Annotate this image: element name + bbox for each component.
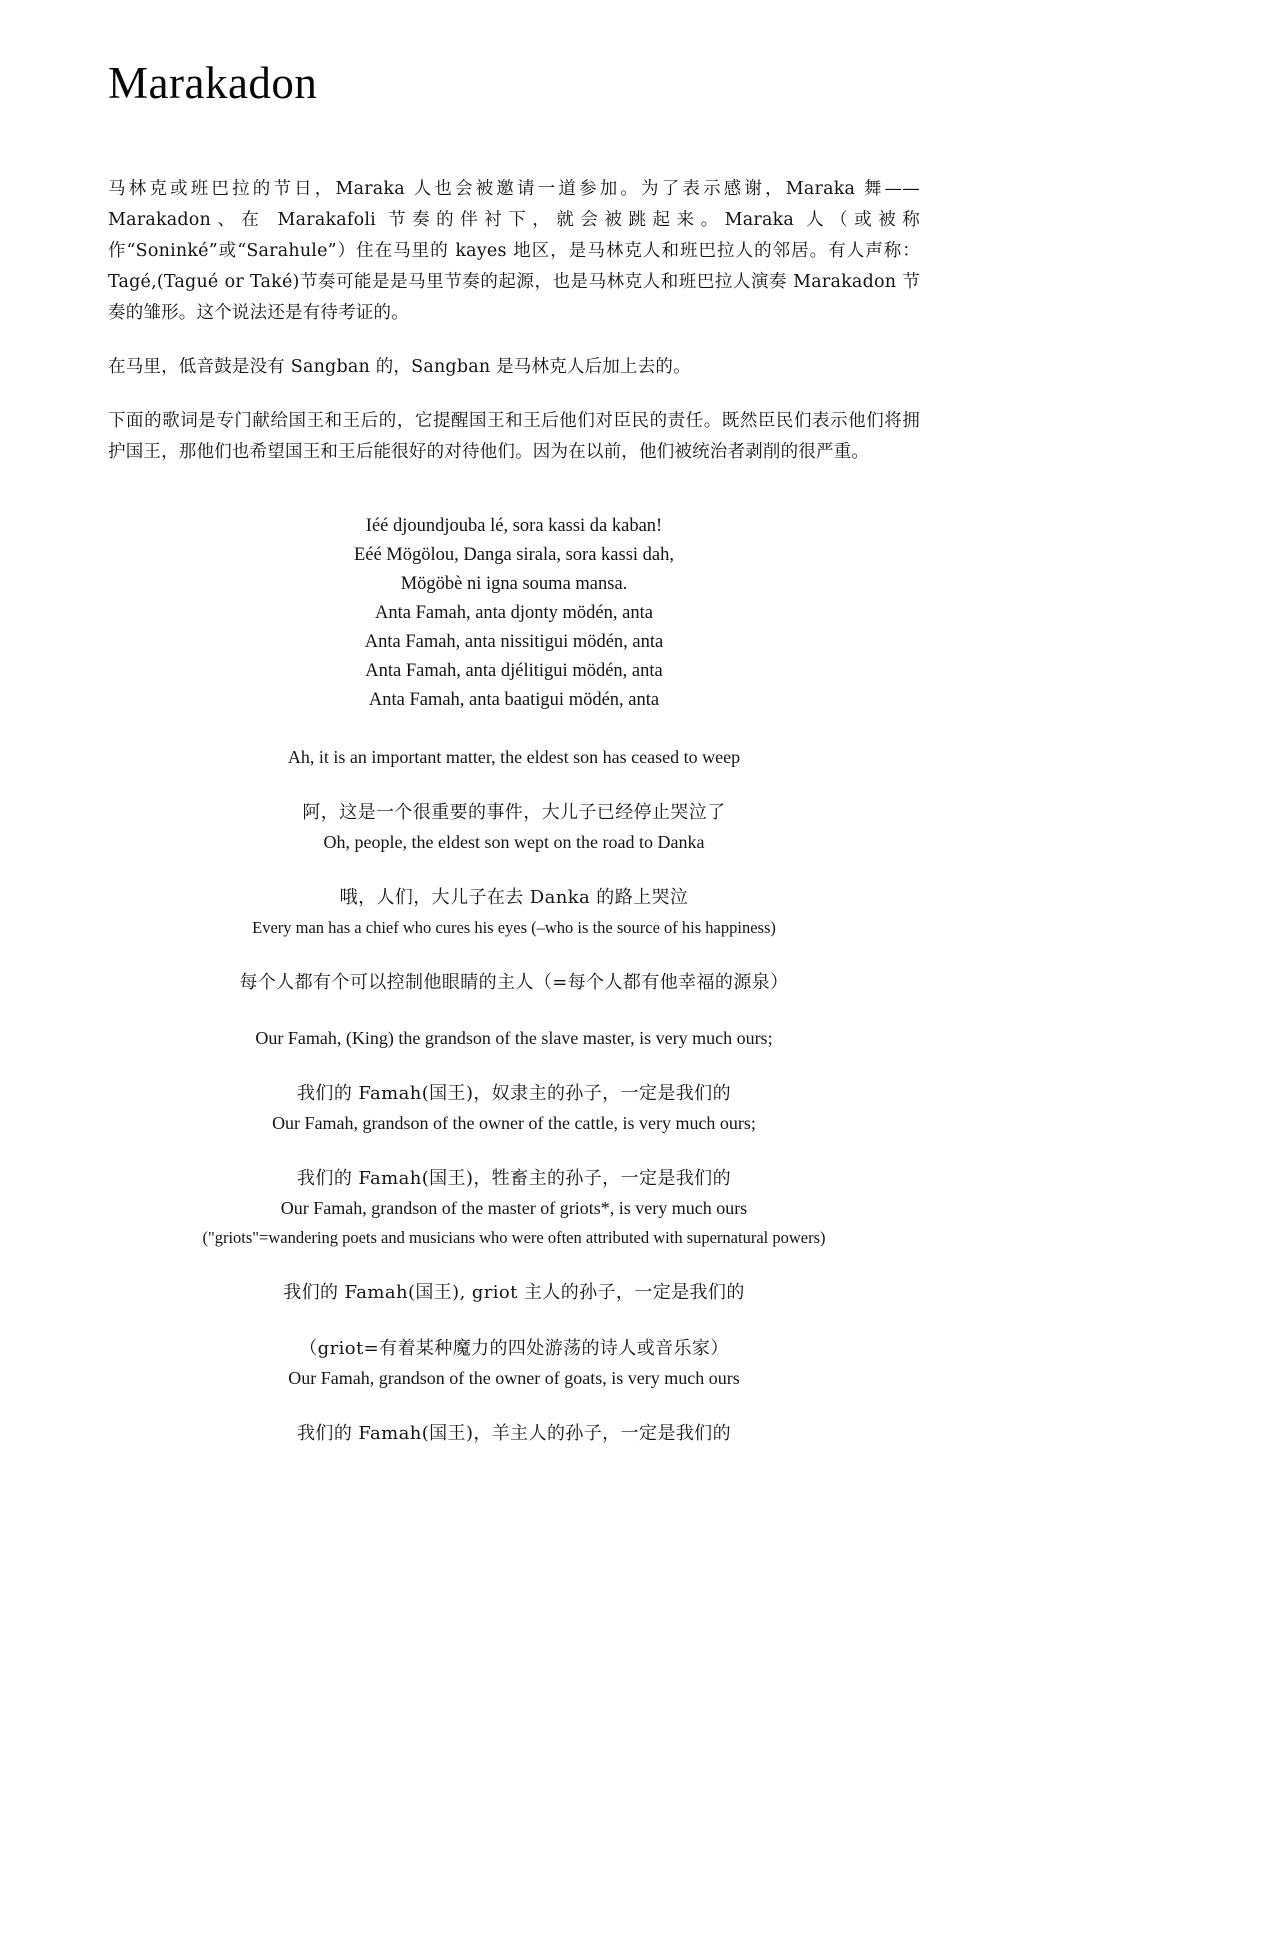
translation-english-note: ("griots"=wandering poets and musicians who were often attributed with supernatural powers) xyxy=(202,1227,826,1247)
translation-english: Every man has a chief who cures his eyes (–who is the source of his happiness) xyxy=(252,917,776,937)
page-content xyxy=(108,0,920,1449)
page-title: Marakadon xyxy=(108,58,318,108)
spacer xyxy=(108,1393,920,1419)
lyric-line: Anta Famah, anta djélitigui mödén, anta xyxy=(365,660,663,681)
translation-english: Ah, it is an important matter, the eldest son has ceased to weep xyxy=(287,746,741,767)
spacer xyxy=(108,1138,920,1164)
translation-chinese: 我们的 Famah(国王)，牲畜主的孙子，一定是我们的 xyxy=(297,1167,731,1189)
translation-block xyxy=(108,743,920,1449)
translation-english: Our Famah, (King) the grandson of the slave master, is very much ours; xyxy=(255,1027,773,1048)
spacer xyxy=(108,942,920,968)
lyric-line: Mögöbè ni igna souma mansa. xyxy=(400,573,628,594)
translation-chinese-note: （griot=有着某种魔力的四处游荡的诗人或音乐家） xyxy=(299,1337,729,1359)
translation-chinese: 我们的 Famah(国王)，羊主人的孙子，一定是我们的 xyxy=(297,1422,731,1444)
lyric-line: Anta Famah, anta baatigui mödén, anta xyxy=(368,689,660,710)
spacer xyxy=(108,1252,920,1278)
spacer xyxy=(108,772,920,798)
intro-paragraph-3: 下面的歌词是专门献给国王和王后的，它提醒国王和王后他们对臣民的责任。既然臣民们表示他们将拥护国王，那他们也希望国王和王后能很好的对待他们。因为在以前，他们被统治者剥削的很严重。 xyxy=(108,410,920,462)
translation-chinese: 我们的 Famah(国王), griot 主人的孙子，一定是我们的 xyxy=(283,1281,745,1303)
spacer xyxy=(108,1053,920,1079)
translation-chinese: 阿，这是一个很重要的事件，大儿子已经停止哭泣了 xyxy=(302,801,726,823)
intro-paragraph-2: 在马里，低音鼓是没有 Sangban 的，Sangban 是马林克人后加上去的。 xyxy=(108,356,691,377)
translation-english: Our Famah, grandson of the owner of goats, is very much ours xyxy=(288,1367,740,1388)
spacer xyxy=(108,857,920,883)
intro-paragraph-1: 马林克或班巴拉的节日，Maraka 人也会被邀请一道参加。为了表示感谢，Maraka 舞——Marakadon、在 Marakafoli 节奏的伴衬下，就会被跳起来。Maraka 人（或被称作“Soninké”或“Sarahule”）住在马里的 kayes 地区，是马林克人和班巴拉人的邻居。有人声称：Tagé,(Tagué or Také)节奏可能是是马里节奏的起源，也是马林克人和班巴拉人演奏 Marakadon 节奏的雏形。这个说法还是有待考证的。 xyxy=(108,178,920,323)
lyric-line: Anta Famah, anta djonty mödén, anta xyxy=(375,602,653,623)
translation-english: Our Famah, grandson of the master of griots*, is very much ours xyxy=(280,1197,748,1218)
translation-english: Our Famah, grandson of the owner of the cattle, is very much ours; xyxy=(272,1112,756,1133)
lyric-line: Eéé Mögölou, Danga sirala, sora kassi dah, xyxy=(353,544,675,565)
lyric-line: Anta Famah, anta nissitigui mödén, anta xyxy=(364,631,664,652)
translation-english: Oh, people, the eldest son wept on the road to Danka xyxy=(323,831,705,852)
translation-chinese: 每个人都有个可以控制他眼睛的主人（=每个人都有他幸福的源泉） xyxy=(239,971,789,993)
lyric-line: Iéé djoundjouba lé, sora kassi da kaban! xyxy=(365,515,663,536)
spacer xyxy=(108,998,920,1024)
lyrics-block xyxy=(108,512,920,715)
translation-chinese: 哦，人们，大儿子在去 Danka 的路上哭泣 xyxy=(339,886,689,908)
spacer xyxy=(108,1308,920,1334)
translation-chinese: 我们的 Famah(国王)，奴隶主的孙子，一定是我们的 xyxy=(297,1082,731,1104)
